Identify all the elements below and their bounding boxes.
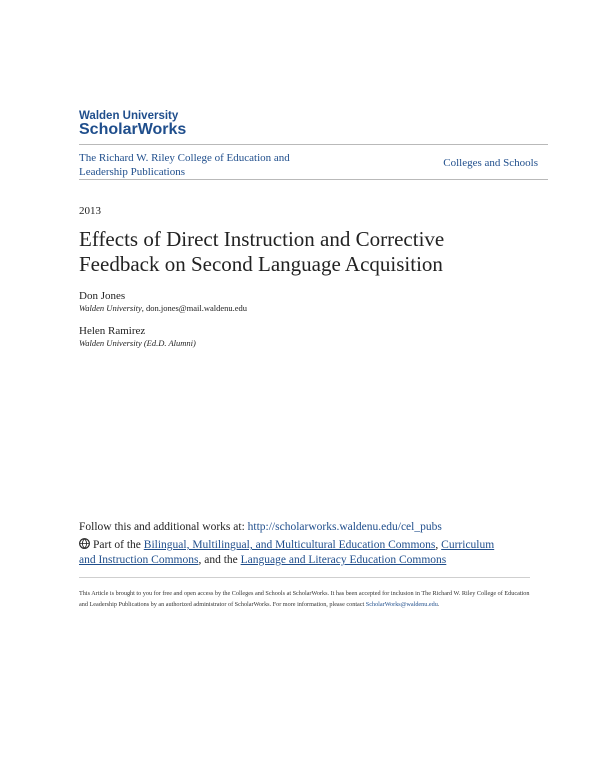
separator: , xyxy=(435,539,439,551)
commons-link-curriculum[interactable]: Curriculum and Instruction Commons xyxy=(79,539,495,566)
divider xyxy=(79,144,548,145)
commons-link-language-literacy[interactable]: Language and Literacy Education Commons xyxy=(240,554,447,566)
divider xyxy=(79,179,548,180)
access-notice: This Article is brought to you for free and open access by the Colleges and Schools at ScholarWorks. It has been accepted for inclusion in The Richard W. Riley College of Education and Leadership Publications by an authorized administrator of ScholarWorks. For more information, please contact ScholarWorks@waldenu.edu. xyxy=(79,590,530,608)
author-name: Helen Ramirez xyxy=(79,325,146,337)
author-block xyxy=(79,325,196,348)
part-of-line xyxy=(79,538,511,568)
follow-url-link[interactable]: http://scholarworks.waldenu.edu/cel_pubs xyxy=(247,521,442,533)
divider xyxy=(79,577,530,578)
scholarworks-logo[interactable]: ScholarWorks xyxy=(79,121,187,138)
colleges-schools-link[interactable]: Colleges and Schools xyxy=(443,157,538,169)
contact-email-link[interactable]: ScholarWorks@waldenu.edu xyxy=(365,601,438,608)
affiliation-text: Walden University xyxy=(79,303,142,313)
author-affiliation: Walden University, don.jones@mail.waldenu.edu xyxy=(79,303,248,313)
network-commons-icon xyxy=(79,538,90,549)
collection-link[interactable]: The Richard W. Riley College of Education and Leadership Publications xyxy=(79,152,290,178)
article-title: Effects of Direct Instruction and Corrective Feedback on Second Language Acquisition xyxy=(79,227,445,276)
publication-year: 2013 xyxy=(79,205,101,217)
author-affiliation: Walden University (Ed.D. Alumni) xyxy=(79,338,196,348)
follow-label: Follow this and additional works at: xyxy=(79,521,245,533)
separator: , and the xyxy=(198,554,238,566)
author-name: Don Jones xyxy=(79,290,126,302)
part-of-prefix: Part of the xyxy=(93,539,141,551)
follow-line xyxy=(79,521,442,533)
university-name: Walden University xyxy=(79,110,179,122)
author-block xyxy=(79,290,247,313)
author-email[interactable]: don.jones@mail.waldenu.edu xyxy=(145,303,248,313)
commons-link-bilingual[interactable]: Bilingual, Multilingual, and Multicultural Education Commons xyxy=(143,539,436,551)
notice-text: This Article is brought to you for free and open access by the Colleges and Schools at ScholarWorks. It has been accepted for inclusion in The Richard W. Riley College of Education and Leadership Publications by an authorized administrator of ScholarWorks. For more information, please contact xyxy=(79,590,530,608)
